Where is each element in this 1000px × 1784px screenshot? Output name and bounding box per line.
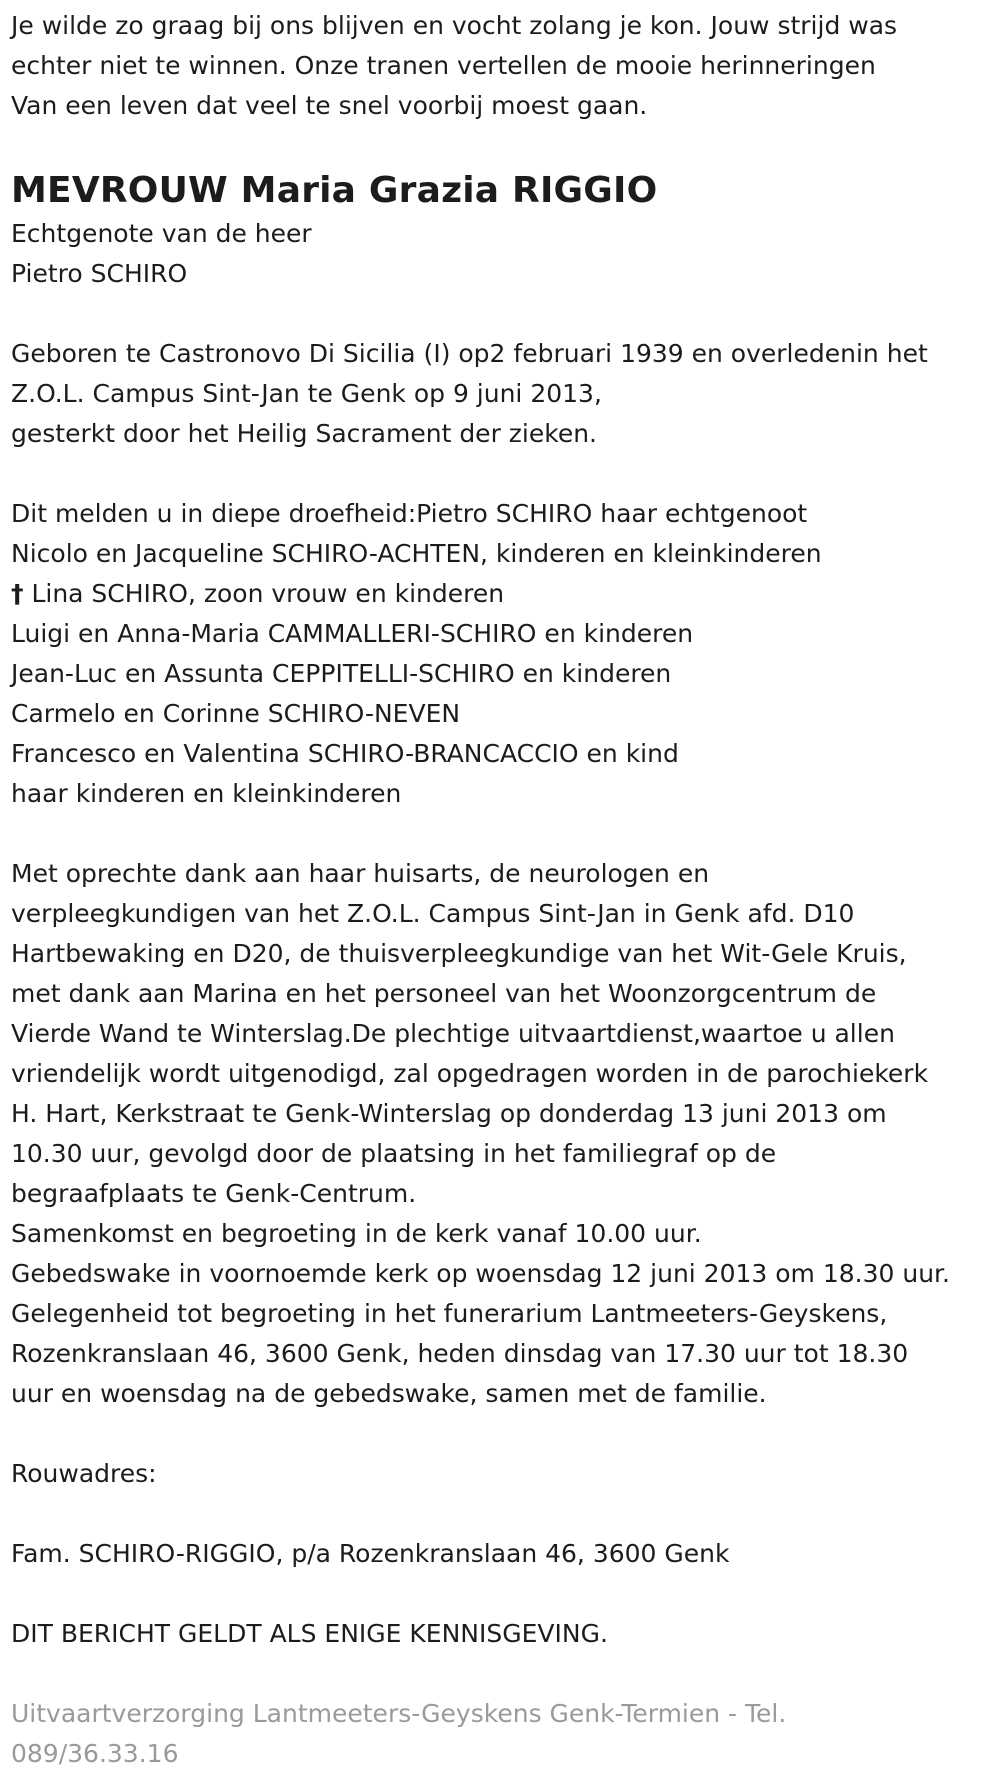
birth-line: Geboren te Castronovo Di Sicilia (I) op2 februari 1939 en overledenin het (11, 339, 928, 368)
footer-phone: 089/36.33.16 (11, 1739, 179, 1768)
thanks-line: verpleegkundigen van het Z.O.L. Campus Sint-Jan in Genk afd. D10 (11, 899, 855, 928)
thanks-line: Rozenkranslaan 46, 3600 Genk, heden dinsdag van 17.30 uur tot 18.30 (11, 1339, 909, 1368)
family-line: Jean-Luc en Assunta CEPPITELLI-SCHIRO en kinderen (11, 659, 672, 688)
thanks-line: Vierde Wand te Winterslag.De plechtige uitvaartdienst,waartoe u allen (11, 1019, 895, 1048)
thanks-and-ceremony (11, 854, 990, 1414)
family-line: Luigi en Anna-Maria CAMMALLERI-SCHIRO en kinderen (11, 619, 694, 648)
family-list (11, 494, 990, 814)
thanks-line: met dank aan Marina en het personeel van het Woonzorgcentrum de (11, 979, 877, 1008)
address-label-block (11, 1454, 990, 1494)
address-label: Rouwadres: (11, 1459, 157, 1488)
intro-line: Je wilde zo graag bij ons blijven en vocht zolang je kon. Jouw strijd was (11, 11, 898, 40)
notice-block (11, 1614, 990, 1654)
family-line: Dit melden u in diepe droefheid:Pietro SCHIRO haar echtgenoot (11, 499, 808, 528)
birth-line: Z.O.L. Campus Sint-Jan te Genk op 9 juni 2013, (11, 379, 602, 408)
thanks-line: uur en woensdag na de gebedswake, samen met de familie. (11, 1379, 767, 1408)
thanks-line: Samenkomst en begroeting in de kerk vanaf 10.00 uur. (11, 1219, 702, 1248)
spouse-name: Pietro SCHIRO (11, 259, 188, 288)
cross-icon: † (11, 579, 24, 608)
birth-death-info (11, 334, 990, 454)
thanks-line: Met oprechte dank aan haar huisarts, de neurologen en (11, 859, 710, 888)
thanks-line: begraafplaats te Genk-Centrum. (11, 1179, 417, 1208)
thanks-line: 10.30 uur, gevolgd door de plaatsing in het familiegraf op de (11, 1139, 777, 1168)
family-line (11, 574, 990, 614)
intro-text (11, 6, 990, 126)
address-value: Fam. SCHIRO-RIGGIO, p/a Rozenkranslaan 46, 3600 Genk (11, 1539, 730, 1568)
family-line: Nicolo en Jacqueline SCHIRO-ACHTEN, kinderen en kleinkinderen (11, 539, 822, 568)
footer-line: Uitvaartverzorging Lantmeeters-Geyskens Genk-Termien - Tel. (11, 1699, 787, 1728)
thanks-line: Hartbewaking en D20, de thuisverpleegkundige van het Wit-Gele Kruis, (11, 939, 907, 968)
family-line: Francesco en Valentina SCHIRO-BRANCACCIO en kind (11, 739, 679, 768)
family-line: haar kinderen en kleinkinderen (11, 779, 402, 808)
notice-text: DIT BERICHT GELDT ALS ENIGE KENNISGEVING. (11, 1619, 608, 1648)
spouse-line: Echtgenote van de heer (11, 219, 312, 248)
family-line: Carmelo en Corinne SCHIRO-NEVEN (11, 699, 461, 728)
thanks-line: Gebedswake in voornoemde kerk op woensdag 12 juni 2013 om 18.30 uur. (11, 1259, 950, 1288)
footer (11, 1694, 990, 1774)
intro-line: Van een leven dat veel te snel voorbij moest gaan. (11, 91, 648, 120)
deceased-name: MEVROUW Maria Grazia RIGGIO (11, 170, 658, 211)
address-value-block (11, 1534, 990, 1574)
thanks-line: vriendelijk wordt uitgenodigd, zal opgedragen worden in de parochiekerk (11, 1059, 929, 1088)
thanks-line: Gelegenheid tot begroeting in het funerarium Lantmeeters-Geyskens, (11, 1299, 888, 1328)
family-line-text: Lina SCHIRO, zoon vrouw en kinderen (23, 579, 505, 608)
intro-line: echter niet te winnen. Onze tranen vertellen de mooie herinneringen (11, 51, 876, 80)
thanks-line: H. Hart, Kerkstraat te Genk-Winterslag op donderdag 13 juni 2013 om (11, 1099, 887, 1128)
birth-line: gesterkt door het Heilig Sacrament der zieken. (11, 419, 597, 448)
